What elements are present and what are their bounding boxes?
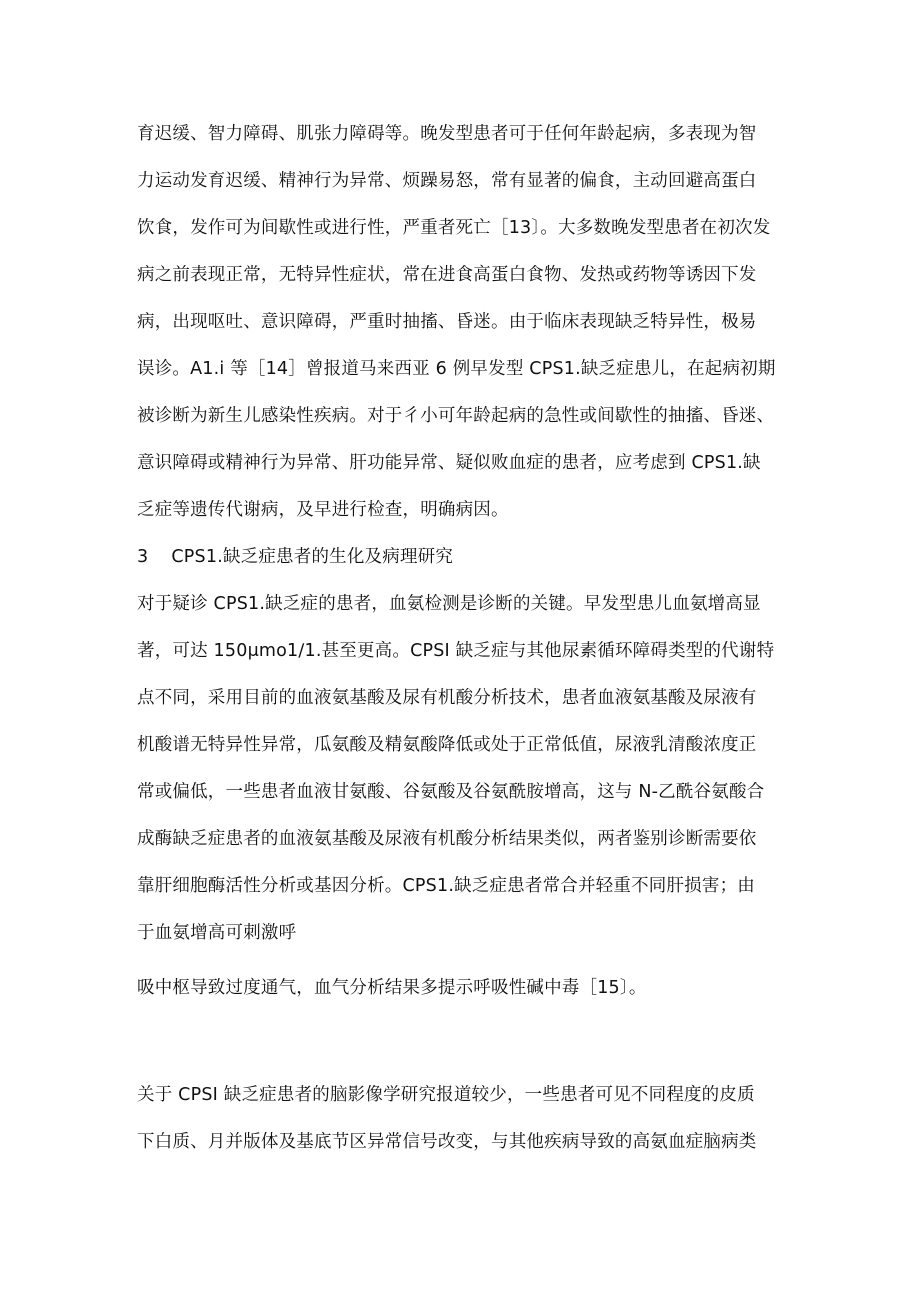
- text-line: 靠肝细胞酶活性分析或基因分析。CPS1.缺乏症患者常合并轻重不同肝损害；由: [137, 876, 755, 896]
- text-line: 下白质、月并版体及基底节区异常信号改变，与其他疾病导致的高氨血症脑病类: [137, 1132, 757, 1152]
- text-line: 饮食，发作可为间歇性或进行性，严重者死亡［13〕。大多数晚发型患者在初次发: [137, 218, 771, 238]
- text-line: 育迟缓、智力障碍、肌张力障碍等。晚发型患者可于任何年龄起病，多表现为智: [137, 124, 757, 144]
- text-line: 对于疑诊 CPS1.缺乏症的患者，血氨检测是诊断的关键。早发型患儿血氨增高显: [137, 594, 761, 614]
- text-line: 点不同，采用目前的血液氨基酸及尿有机酸分析技术，患者血液氨基酸及尿液有: [137, 688, 757, 708]
- text-line: 病，出现呕吐、意识障碍，严重时抽搐、昏迷。由于临床表现缺乏特异性，极易: [137, 312, 757, 332]
- text-line: 病之前表现正常，无特异性症状，常在进食高蛋白食物、发热或药物等诱因下发: [137, 265, 757, 285]
- text-line: 吸中枢导致过度通气，血气分析结果多提示呼吸性碱中毒［15〕。: [137, 978, 647, 998]
- section-heading: 3 CPS1.缺乏症患者的生化及病理研究: [137, 547, 454, 567]
- text-line: 意识障碍或精神行为异常、肝功能异常、疑似败血症的患者，应考虑到 CPS1.缺: [137, 453, 761, 473]
- text-line: 力运动发育迟缓、精神行为异常、烦躁易怒，常有显著的偏食，主动回避高蛋白: [137, 171, 757, 191]
- text-line: 机酸谱无特异性异常，瓜氨酸及精氨酸降低或处于正常低值，尿液乳清酸浓度正: [137, 735, 757, 755]
- text-line: 著，可达 150μmo1∕1.甚至更高。CPSI 缺乏症与其他尿素循环障碍类型的代谢特: [137, 641, 775, 661]
- text-line: 误诊。A1.i 等［14］曾报道马来西亚 6 例早发型 CPS1.缺乏症患儿，在起病初期: [137, 359, 776, 379]
- text-line: 被诊断为新生儿感染性疾病。对于彳小可年龄起病的急性或间歇性的抽搐、昏迷、: [137, 406, 775, 426]
- text-line: 成酶缺乏症患者的血液氨基酸及尿液有机酸分析结果类似，两者鉴别诊断需要依: [137, 829, 757, 849]
- text-line: 关于 CPSI 缺乏症患者的脑影像学研究报道较少，一些患者可见不同程度的皮质: [137, 1085, 755, 1105]
- text-line: 常或偏低，一些患者血液甘氨酸、谷氨酸及谷氨酰胺增高，这与 N-乙酰谷氨酸合: [137, 782, 765, 802]
- text-line: 乏症等遗传代谢病，及早进行检查，明确病因。: [137, 500, 509, 520]
- text-line: 于血氨增高可刺激呼: [137, 923, 297, 943]
